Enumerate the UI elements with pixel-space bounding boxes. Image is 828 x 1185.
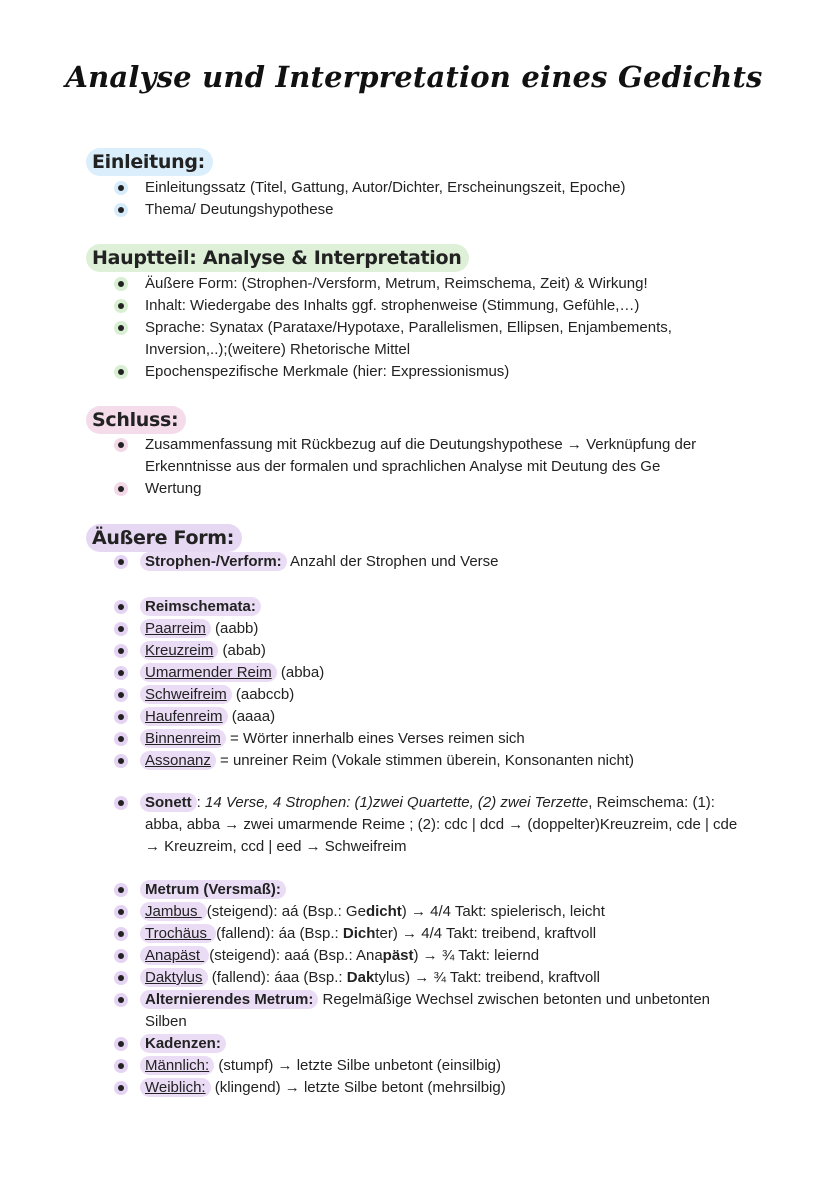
list-item — [0, 879, 755, 901]
list-item: Einleitungssatz (Titel, Gattung, Autor/Dichter, Erscheinungszeit, Epoche) — [0, 177, 755, 199]
strophen-list — [0, 551, 755, 573]
list-item: Alternierendes Metrum: Regelmäßige Wechsel zwischen betonten und unbetonten Silben — [0, 989, 755, 1033]
list-item: Thema/ Deutungshypothese — [0, 199, 755, 221]
term: Strophen-/Verform: — [140, 552, 287, 571]
list-item: Wertung — [0, 478, 755, 500]
hauptteil-heading: Hauptteil: Analyse & Interpretation — [86, 244, 469, 272]
list-item: Epochenspezifische Merkmale (hier: Expressionismus) — [0, 361, 755, 383]
list-item: Weiblich: (klingend) → letzte Silbe betont (mehrsilbig) — [0, 1077, 755, 1099]
list-item: Zusammenfassung mit Rückbezug auf die Deutungshypothese → Verknüpfung der Erkenntnisse aus der formalen und sprachlichen Analyse mit Deutung des Ge — [0, 434, 755, 478]
list-item: Männlich: (stumpf) → letzte Silbe unbetont (einsilbig) — [0, 1055, 755, 1077]
form-heading: Äußere Form: — [86, 524, 242, 552]
list-item — [0, 596, 755, 618]
list-item: Jambus (steigend): aá (Bsp.: Gedicht) → 4/4 Takt: spielerisch, leicht — [0, 901, 755, 923]
list-item: Kreuzreim (abab) — [0, 640, 755, 662]
list-item: Strophen-/Verform: Anzahl der Strophen und Verse — [0, 551, 755, 573]
metrum-list — [0, 879, 755, 1099]
reim-list — [0, 596, 755, 772]
list-item: Daktylus (fallend): áaa (Bsp.: Daktylus) → ¾ Takt: treibend, kraftvoll — [0, 967, 755, 989]
list-item: Paarreim (aabb) — [0, 618, 755, 640]
list-item — [0, 1033, 755, 1055]
reim-heading: Reimschemata: — [140, 597, 261, 616]
list-item: Binnenreim = Wörter innerhalb eines Verses reimen sich — [0, 728, 755, 750]
schluss-list — [0, 434, 755, 500]
list-item: Anapäst (steigend): aaá (Bsp.: Anapäst) → ¾ Takt: leiernd — [0, 945, 755, 967]
list-item: Äußere Form: (Strophen-/Versform, Metrum, Reimschema, Zeit) & Wirkung! — [0, 273, 755, 295]
list-item: Trochäus (fallend): áa (Bsp.: Dichter) → 4/4 Takt: treibend, kraftvoll — [0, 923, 755, 945]
metrum-heading: Metrum (Versmaß): — [140, 880, 286, 899]
einleitung-list — [0, 177, 755, 221]
list-item: Inhalt: Wiedergabe des Inhalts ggf. strophenweise (Stimmung, Gefühle,…) — [0, 295, 755, 317]
einleitung-heading: Einleitung: — [86, 148, 213, 176]
page-title: Analyse und Interpretation eines Gedichts — [65, 60, 763, 94]
list-item: Sprache: Synatax (Parataxe/Hypotaxe, Parallelismen, Ellipsen, Enjambements, Inversion,..);(weitere) Rhetorische Mittel — [0, 317, 755, 361]
list-item: Umarmender Reim (abba) — [0, 662, 755, 684]
kadenzen-heading: Kadenzen: — [140, 1034, 226, 1053]
list-item: Sonett : 14 Verse, 4 Strophen: (1)zwei Quartette, (2) zwei Terzette, Reimschema: (1): abba, abba → zwei umarmende Reime ; (2): cdc | dcd → (doppelter)Kreuzreim, cde | cde → Kreuzreim, ccd | eed → Schweifreim — [0, 792, 755, 858]
list-item: Assonanz = unreiner Reim (Vokale stimmen überein, Konsonanten nicht) — [0, 750, 755, 772]
hauptteil-list — [0, 273, 755, 383]
list-item: Schweifreim (aabccb) — [0, 684, 755, 706]
list-item: Haufenreim (aaaa) — [0, 706, 755, 728]
schluss-heading: Schluss: — [86, 406, 186, 434]
sonett-list — [0, 792, 755, 858]
